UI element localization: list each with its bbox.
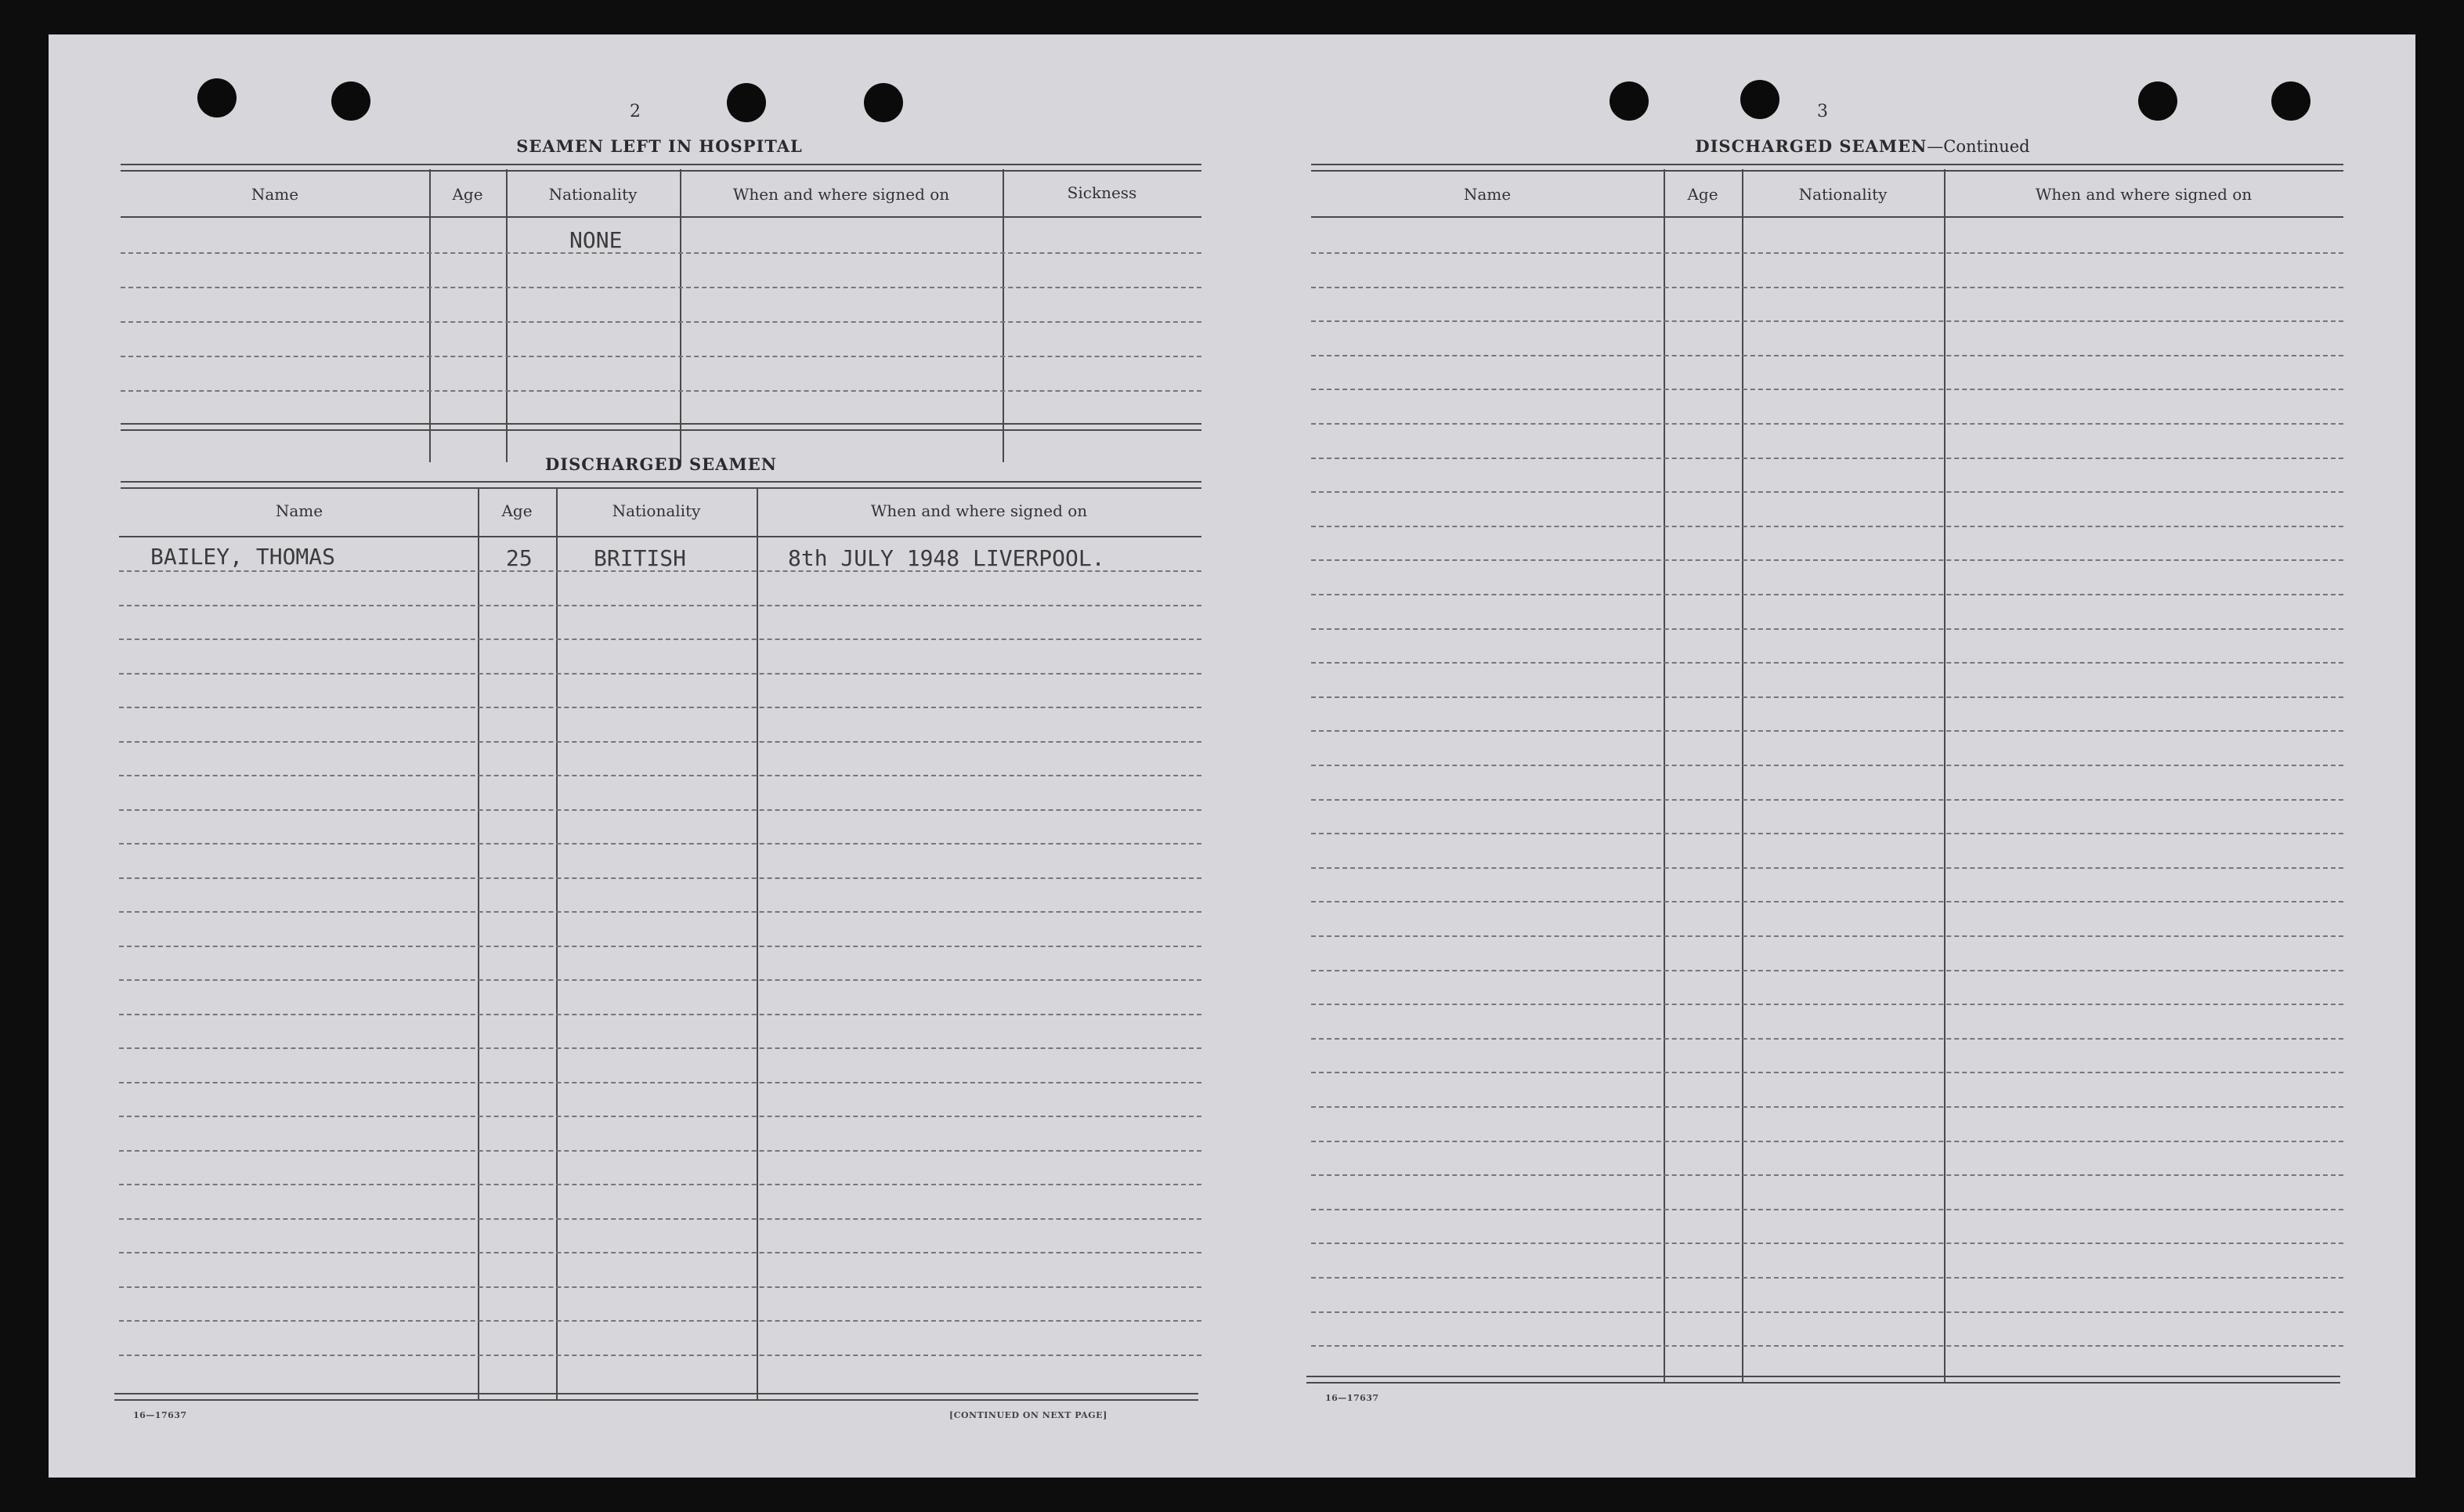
row-rule bbox=[119, 1047, 1201, 1049]
column-rule bbox=[556, 487, 558, 1399]
row-rule bbox=[1311, 287, 2343, 288]
column-header: Name bbox=[275, 501, 323, 520]
row-rule bbox=[119, 1014, 1201, 1015]
row-rule bbox=[1311, 799, 2343, 801]
row-rule bbox=[1311, 252, 2343, 254]
double-rule bbox=[121, 164, 1201, 172]
page-number: 3 bbox=[1817, 102, 1828, 121]
row-rule bbox=[119, 1355, 1201, 1356]
row-rule bbox=[1311, 1106, 2343, 1108]
punch-hole bbox=[1610, 81, 1649, 121]
row-rule bbox=[119, 1320, 1201, 1322]
column-header: Sickness bbox=[1067, 183, 1137, 202]
form-code: 16—17637 bbox=[133, 1410, 187, 1420]
row-rule bbox=[119, 638, 1201, 640]
column-header: Age bbox=[452, 185, 483, 204]
row-rule bbox=[1311, 901, 2343, 902]
punch-hole bbox=[2138, 81, 2177, 121]
row-rule bbox=[1311, 1174, 2343, 1176]
row-rule bbox=[119, 1218, 1201, 1220]
form-code: 16—17637 bbox=[1325, 1393, 1379, 1403]
row-rule bbox=[121, 252, 1201, 254]
row-rule bbox=[119, 775, 1201, 776]
row-rule bbox=[119, 911, 1201, 913]
column-header: Nationality bbox=[1798, 185, 1888, 204]
row-rule bbox=[1311, 1277, 2343, 1279]
row-rule bbox=[1311, 833, 2343, 834]
row-rule bbox=[1311, 662, 2343, 664]
hospital-nationality-entry: NONE bbox=[569, 227, 623, 253]
row-rule bbox=[1311, 526, 2343, 527]
row-rule bbox=[1311, 423, 2343, 425]
double-rule bbox=[1306, 1376, 2340, 1384]
row-rule bbox=[1311, 389, 2343, 390]
column-rule bbox=[1003, 169, 1004, 462]
row-rule bbox=[119, 979, 1201, 981]
continued-note: [CONTINUED ON NEXT PAGE] bbox=[949, 1410, 1107, 1420]
row-rule bbox=[121, 390, 1201, 392]
row-rule bbox=[1311, 355, 2343, 356]
column-rule bbox=[478, 487, 479, 1399]
row-rule bbox=[1311, 1243, 2343, 1244]
row-rule bbox=[1311, 1038, 2343, 1040]
page-number: 2 bbox=[630, 102, 641, 121]
section-title: SEAMEN LEFT IN HOSPITAL bbox=[516, 136, 803, 156]
row-rule bbox=[119, 1184, 1201, 1185]
row-rule bbox=[1311, 765, 2343, 766]
header-rule bbox=[119, 536, 1201, 537]
row-rule bbox=[1311, 970, 2343, 971]
row-rule bbox=[1311, 1311, 2343, 1313]
row-rule bbox=[1311, 696, 2343, 698]
column-header: When and where signed on bbox=[2035, 185, 2253, 204]
row-rule bbox=[121, 356, 1201, 357]
column-header: When and where signed on bbox=[870, 501, 1088, 520]
row-rule bbox=[1311, 935, 2343, 937]
column-header: Age bbox=[1687, 185, 1718, 204]
header-rule bbox=[1311, 216, 2343, 218]
row-rule bbox=[119, 707, 1201, 708]
column-header: When and where signed on bbox=[732, 185, 950, 204]
column-rule bbox=[506, 169, 508, 462]
seaman-nationality: BRITISH bbox=[594, 545, 687, 571]
column-rule bbox=[757, 487, 758, 1399]
column-header: Name bbox=[1463, 185, 1512, 204]
punch-hole bbox=[197, 78, 237, 118]
row-rule bbox=[121, 321, 1201, 323]
row-rule bbox=[119, 741, 1201, 743]
row-rule bbox=[1311, 1072, 2343, 1073]
column-header: Name bbox=[251, 185, 299, 204]
row-rule bbox=[121, 287, 1201, 288]
row-rule bbox=[119, 946, 1201, 947]
seaman-age: 25 bbox=[506, 545, 533, 571]
row-rule bbox=[1311, 559, 2343, 561]
column-rule bbox=[680, 169, 681, 462]
double-rule bbox=[121, 481, 1201, 489]
row-rule bbox=[1311, 1345, 2343, 1347]
column-rule bbox=[1944, 169, 1946, 1382]
row-rule bbox=[119, 1082, 1201, 1083]
section-title-suffix: —Continued bbox=[1927, 137, 2030, 156]
row-rule bbox=[119, 843, 1201, 845]
seaman-signed-on: 8th JULY 1948 LIVERPOOL. bbox=[788, 545, 1105, 571]
row-rule bbox=[1311, 730, 2343, 732]
row-rule bbox=[119, 673, 1201, 675]
row-rule bbox=[1311, 458, 2343, 459]
row-rule bbox=[119, 1286, 1201, 1288]
column-rule bbox=[1664, 169, 1665, 1382]
row-rule bbox=[119, 1116, 1201, 1117]
section-title: DISCHARGED SEAMEN bbox=[545, 454, 777, 474]
row-rule bbox=[119, 809, 1201, 811]
row-rule bbox=[1311, 320, 2343, 322]
column-header: Nationality bbox=[612, 501, 701, 520]
row-rule bbox=[1311, 594, 2343, 595]
punch-hole bbox=[1740, 80, 1779, 119]
double-rule bbox=[121, 423, 1201, 431]
double-rule bbox=[1311, 164, 2343, 172]
punch-hole bbox=[331, 81, 370, 121]
row-rule bbox=[119, 1150, 1201, 1152]
column-rule bbox=[429, 169, 431, 462]
double-rule bbox=[114, 1393, 1198, 1401]
section-title-main: DISCHARGED SEAMEN bbox=[1695, 136, 1927, 156]
row-rule bbox=[1311, 1141, 2343, 1142]
row-rule bbox=[1311, 867, 2343, 869]
section-title bbox=[1310, 136, 2415, 156]
punch-hole bbox=[2271, 81, 2310, 121]
column-rule bbox=[1742, 169, 1743, 1382]
row-rule bbox=[119, 1252, 1201, 1253]
column-header: Nationality bbox=[548, 185, 638, 204]
header-rule bbox=[121, 216, 1201, 218]
row-rule bbox=[119, 605, 1201, 606]
document-sheet bbox=[49, 34, 2415, 1478]
column-header: Age bbox=[501, 501, 533, 520]
row-rule bbox=[1311, 1004, 2343, 1005]
row-rule bbox=[119, 877, 1201, 879]
row-rule bbox=[1311, 491, 2343, 493]
punch-hole bbox=[864, 83, 903, 122]
row-rule bbox=[1311, 628, 2343, 630]
row-rule bbox=[1311, 1209, 2343, 1210]
punch-hole bbox=[727, 83, 766, 122]
seaman-name: BAILEY, THOMAS bbox=[150, 544, 336, 570]
